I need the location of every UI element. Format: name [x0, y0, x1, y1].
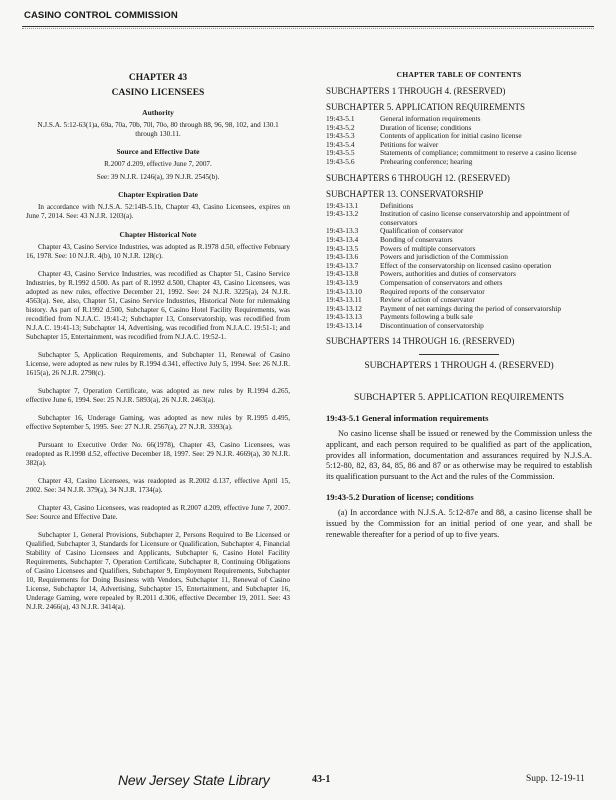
toc-section-title: Contents of application for initial casino license: [380, 131, 522, 141]
toc-section-number: 19:43-13.6: [326, 252, 359, 262]
library-stamp: New Jersey State Library: [118, 772, 270, 788]
section-5-2-heading: 19:43-5.2 Duration of license; conditions: [326, 492, 474, 503]
body-subchapter-5: SUBCHAPTER 5. APPLICATION REQUIREMENTS: [353, 393, 565, 404]
historical-note-paragraph: Chapter 43, Casino Service Industries, was adopted as R.1978 d.50, effective February 16, 1978. See: 10 N.J.R. 4(b), 10 N.J.R. 128(c).: [26, 243, 290, 260]
toc-row: [326, 322, 592, 331]
header-rule: [22, 26, 594, 27]
toc-section-title: Powers and jurisdiction of the Commission: [380, 252, 508, 262]
toc-section-title: Petitions for waiver: [380, 139, 439, 149]
toc-subchapters-14-16: SUBCHAPTERS 14 THROUGH 16. (RESERVED): [326, 336, 515, 347]
section-5-1-heading: 19:43-5.1 General information requirements: [326, 413, 489, 424]
running-header: CASINO CONTROL COMMISSION: [24, 10, 178, 21]
chapter-number: CHAPTER 43: [128, 73, 188, 83]
historical-note-heading: Chapter Historical Note: [119, 230, 197, 239]
toc-list-13: [326, 202, 592, 331]
toc-section-title: General information requirements: [380, 114, 481, 123]
toc-subchapter-5: SUBCHAPTER 5. APPLICATION REQUIREMENTS: [326, 102, 526, 112]
toc-section-number: 19:43-13.7: [326, 260, 359, 270]
toc-section-title: Payment of net earnings during the period of conservatorship: [380, 303, 562, 313]
toc-row: [326, 158, 592, 167]
toc-section-number: 19:43-13.3: [326, 226, 359, 236]
toc-section-number: 19:43-5.4: [326, 139, 355, 149]
toc-subchapters-6-12: SUBCHAPTERS 6 THROUGH 12. (RESERVED): [326, 172, 510, 183]
toc-section-number: 19:43-13.14: [326, 320, 362, 330]
right-column: [326, 64, 592, 550]
historical-note-paragraph: Subchapter 16, Underage Gaming, was adopted as new rules by R.1995 d.495, effective September 5, 1995. See: 27 N.J.R. 2567(a), 27 N.J.R. 3393(a).: [26, 414, 290, 431]
toc-row: [326, 210, 592, 227]
historical-note-paragraph: Chapter 43, Casino Licensees, was readopted as R.2002 d.137, effective April 15, 2002. See: 34 N.J.R. 379(a), 34 N.J.R. 1734(a).: [26, 477, 290, 494]
historical-note-paragraph: Subchapter 5, Application Requirements, and Subchapter 11, Renewal of Casino License, were adopted as new rules by R.1994 d.341, effective July 5, 1994. See: 26 N.J.R. 1615(a), 26 N.J.R. 2798(c).: [26, 351, 290, 377]
toc-section-title: Review of action of conservator: [380, 295, 475, 305]
toc-section-number: 19:43-13.1: [326, 200, 359, 210]
toc-row: [326, 227, 592, 236]
toc-section-number: 19:43-5.2: [326, 122, 355, 132]
toc-section-title: Bonding of conservators: [380, 234, 453, 244]
toc-list-5: [326, 115, 592, 167]
toc-subchapters-1-4: SUBCHAPTERS 1 THROUGH 4. (RESERVED): [326, 86, 506, 96]
toc-title: CHAPTER TABLE OF CONTENTS: [396, 70, 522, 79]
toc-section-title: Required reports of the conservator: [380, 286, 485, 296]
toc-section-number: 19:43-13.10: [326, 286, 362, 296]
toc-section-title: Statements of compliance; commitment to reserve a casino license: [380, 148, 577, 158]
toc-row: [326, 132, 592, 141]
authority-text: N.J.S.A. 5:12-63(1)a, 69a, 70a, 70b, 70l, 70o, 80 through 88, 96, 98, 102, and 130.1 through 130.11.: [37, 121, 279, 138]
toc-section-title: Duration of license; conditions: [380, 122, 472, 132]
chapter-name: CASINO LICENSEES: [111, 88, 205, 98]
historical-note-paragraph: Chapter 43, Casino Service Industries, was recodified as Chapter 51, Casino Service Industries, by R.1992 d.500. As part of R.1992 d.500, Chapter 43, Casino Licensees, was adopted as new rules, effective December 21, 1992. See: 24 N.J.R. 3225(a), 24 N.J.R. 4563(a). See, also, Chapter 51, Casino Service Industries, Historical Note for rulemaking history. As part of R.1992 d.500, Subchapter 6, Casino Hotel Facility Requirements, was recodified from N.J.A.C. 19:41-2; Subchapter 13, Conservatorship, was recodified from N.J.A.C. 19:41-13; Subchapter 14, Advertising, was recodified from N.J.A.C. 19:51-1; and Subchapter 15, Entertainment, was recodified from N.J.A.C. 19:52-1.: [26, 270, 290, 341]
toc-section-title: Effect of the conservatorship on licensed casino operation: [380, 260, 552, 270]
toc-section-number: 19:43-5.5: [326, 148, 355, 158]
toc-section-number: 19:43-13.12: [326, 303, 362, 313]
source-text-1: R.2007 d.209, effective June 7, 2007.: [104, 160, 212, 168]
toc-section-title: Powers, authorities and duties of conservators: [380, 269, 516, 279]
toc-section-number: 19:43-13.8: [326, 269, 359, 279]
toc-section-number: 19:43-5.1: [326, 114, 355, 123]
historical-note-paragraph: Subchapter 7, Operation Certificate, was adopted as new rules by R.1994 d.265, effective June 6, 1994. See: 25 N.J.R. 5893(a), 26 N.J.R. 2463(a).: [26, 387, 290, 404]
source-text-2: See: 39 N.J.R. 1246(a), 39 N.J.R. 2545(b).: [96, 173, 220, 181]
historical-note-paragraph: Pursuant to Executive Order No. 66(1978), Chapter 43, Casino Licensees, was readopted as R.1998 d.52, effective December 18, 1997. See: 29 N.J.R. 4669(a), 30 N.J.R. 382(a).: [26, 441, 290, 467]
section-5-1-text: No casino license shall be issued or renewed by the Commission unless the applicant, and each person required to be qualified as part of the application, provides all information, documentation and assurances required by N.J.S.A. 5:12-80, 82, 83, 84, 85, 86 and 87 or as otherwise may be required to establish its qualification pursuant to the Act and the rules of the Commission.: [326, 429, 592, 481]
toc-section-title: Compensation of conservators and others: [380, 277, 503, 287]
toc-section-number: 19:43-13.4: [326, 234, 359, 244]
toc-subchapter-13: SUBCHAPTER 13. CONSERVATORSHIP: [326, 188, 484, 199]
toc-section-title: Payments following a bulk sale: [380, 312, 473, 322]
toc-section-number: 19:43-13.9: [326, 277, 359, 287]
header-rule-dotted: [22, 28, 594, 29]
toc-section-title: Qualification of conservator: [380, 226, 464, 236]
toc-section-title: Prehearing conference; hearing: [380, 156, 473, 166]
toc-section-number: 19:43-5.6: [326, 156, 355, 166]
left-column: [26, 62, 290, 621]
toc-section-number: 19:43-13.2: [326, 209, 359, 219]
body-subchapters-1-4: SUBCHAPTERS 1 THROUGH 4. (RESERVED): [364, 361, 554, 372]
toc-section-title: Definitions: [380, 200, 414, 210]
page-number: 43-1: [312, 774, 331, 785]
toc-section-number: 19:43-13.5: [326, 243, 359, 253]
supplement-date: Supp. 12-19-11: [526, 774, 585, 784]
source-heading: Source and Effective Date: [116, 147, 200, 156]
toc-section-title: Powers of multiple conservators: [380, 243, 476, 253]
expiration-heading: Chapter Expiration Date: [118, 190, 198, 199]
expiration-text: In accordance with N.J.S.A. 52:14B-5.1b, Chapter 43, Casino Licensees, expires on June 7, 2014. See: 43 N.J.R. 1203(a).: [26, 203, 290, 220]
toc-section-number: 19:43-5.3: [326, 131, 355, 141]
authority-heading: Authority: [142, 108, 174, 117]
toc-section-title: Institution of casino license conservatorship and appointment of conservators: [380, 209, 570, 227]
toc-section-number: 19:43-13.13: [326, 312, 362, 322]
section-divider: [419, 354, 499, 355]
toc-section-number: 19:43-13.11: [326, 295, 362, 305]
toc-section-title: Discontinuation of conservatorship: [380, 320, 484, 330]
historical-note-paragraph: Subchapter 1, General Provisions, Subchapter 2, Persons Required to Be Licensed or Qualified, Subchapter 3, Standards for Licensure or Qualification, Subchapter 4, Financial Stability of Casino Licensees and Applicants, Subchapter 6, Casino Hotel Facility Requirements, Subchapter 7, Operation Certificate, Subchapter 8, Continuing Obligations of Casino Licensees and Qualifiers, Subchapter 9, Employment Requirements, Subchapter 10, Requirements for Doing Business with Vendors, Subchapter 11, Renewal of Casino License, Subchapter 14, Advertising, Subchapter 15, Entertainment, and Subchapter 16, Underage Gaming, were repealed by R.2011 d.306, effective December 19, 2011. See: 43 N.J.R. 2466(a), 43 N.J.R. 3414(a).: [26, 531, 290, 611]
historical-note-paragraph: Chapter 43, Casino Licensees, was readopted as R.2007 d.209, effective June 7, 2007. See: Source and Effective Date.: [26, 504, 290, 521]
section-5-2-text: (a) In accordance with N.J.S.A. 5:12-87e and 88, a casino license shall be issued by the Commission for an initial period of one year, and shall be renewable thereafter for a period of up to five years.: [326, 508, 592, 539]
